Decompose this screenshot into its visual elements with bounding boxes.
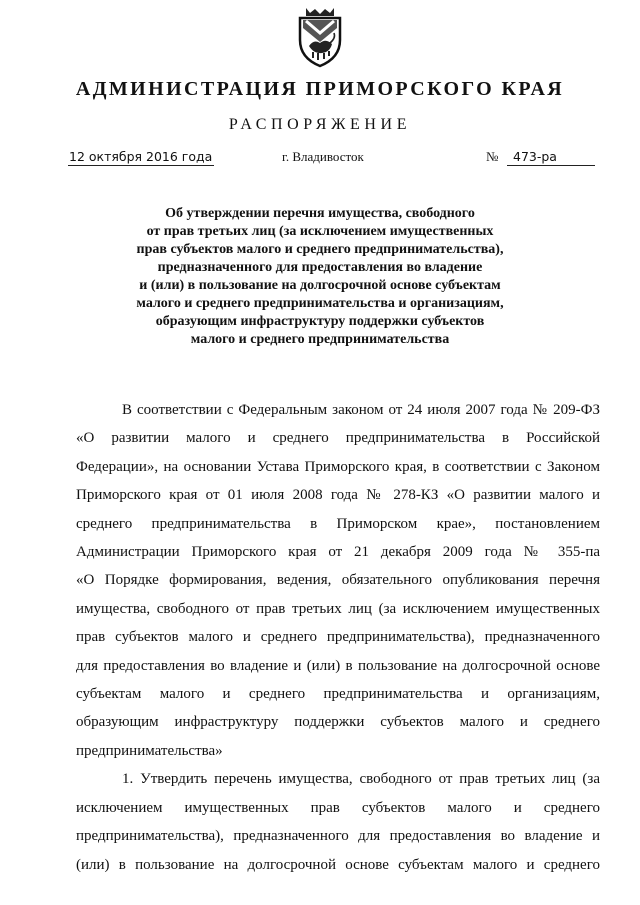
document-number: 473-ра [507,149,595,166]
body-line: «О Порядке формирования, ведения, обязательного опубликования перечня [76,572,600,589]
body-line: (или) в пользование на долгосрочной основе субъектам малого и среднего [76,856,600,873]
body-line: имущества, свободного от прав третьих лиц (за исключением имущественных [76,600,600,617]
body-line: предпринимательства), предназначенного для предоставления во владение и [76,828,600,845]
document-date: 12 октября 2016 года [69,149,213,164]
heading-line: и (или) в пользование на долгосрочной основе субъектам [139,278,501,293]
body-line: для предоставления во владение и (или) в пользование на долгосрочной основе [76,657,600,674]
heading-line: малого и среднего предпринимательства и организациям, [136,296,504,311]
organization-title: АДМИНИСТРАЦИЯ ПРИМОРСКОГО КРАЯ [75,78,565,100]
document-body [76,396,600,879]
coat-of-arms-icon [296,6,344,68]
body-line: прав субъектов малого и среднего предпринимательства), предназначенного [76,629,600,646]
body-line: среднего предпринимательства в Приморском крае», постановлением [76,515,600,532]
body-line: исключением имущественных прав субъектов малого и среднего [76,799,600,816]
heading-line: предназначенного для предоставления во владение [157,260,483,275]
body-line: «О развитии малого и среднего предпринимательства в Российской [76,430,600,447]
heading-line: Об утверждении перечня имущества, свободного [165,206,475,221]
body-line: предпринимательства» [76,742,223,759]
item-1-paragraph [76,765,600,879]
document-city: г. Владивосток [282,149,364,164]
heading-line: образующим инфраструктуру поддержки субъектов [155,314,485,329]
heading-line: малого и среднего предпринимательства [190,332,450,347]
body-line: В соответствии с Федеральным законом от 24 июля 2007 года № 209-ФЗ [122,402,600,418]
document-type: РАСПОРЯЖЕНИЕ [228,116,412,133]
preamble-paragraph [76,396,600,765]
document-heading [110,205,530,349]
body-line: Приморского края от 01 июля 2008 года № 278-КЗ «О развитии малого и [76,487,600,504]
body-line: субъектам малого и среднего предпринимательства и организациям, [76,686,600,703]
body-line: 1. Утвердить перечень имущества, свободного от прав третьих лиц (за [122,771,600,788]
heading-line: от прав третьих лиц (за исключением имущественных [146,224,494,239]
heading-line: прав субъектов малого и среднего предпринимательства), [136,242,504,257]
number-label: № [486,149,499,164]
body-line: образующим инфраструктуру поддержки субъектов малого и среднего [76,714,600,731]
body-line: Администрации Приморского края от 21 декабря 2009 года № 355-па [76,544,600,561]
body-line: Федерации», на основании Устава Приморского края, в соответствии с Законом [76,458,600,475]
